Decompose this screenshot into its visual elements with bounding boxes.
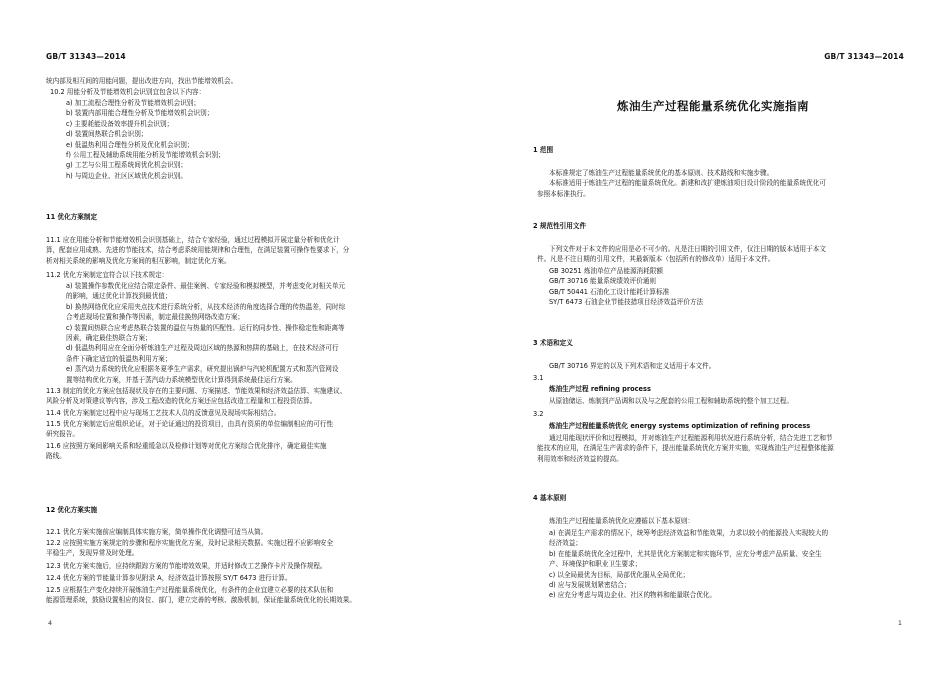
list-item: e) 应充分考虑与周边企业、社区的物料和能量联合优化。: [549, 591, 716, 600]
clause-10-2: 10.2 用能分析及节能增效机会识别宜包含以下内容：: [50, 88, 206, 96]
clause-12-1: 12.1 优化方案实施前应编制具体实施方案，简单操作优化调整可适当从简。: [46, 528, 268, 536]
right-page: [475, 0, 950, 673]
clause-10-2-list: [66, 98, 225, 181]
text-line: 通过用能现状评价和过程模拟，并对炼油生产过程能源利用状况进行系统分析，结合先进工艺和节: [549, 434, 833, 442]
text-line: 参照本标准执行。: [537, 189, 590, 198]
text-line: 本标准规定了炼油生产过程能量系统优化的基本原则、技术路线和实施步骤。: [549, 169, 774, 177]
text-line: 研究报告。: [46, 430, 79, 439]
clause-12-4: 12.4 优化方案的节能量计算参见附录 A，经济效益计算按照 SY/T 6473 进行计算。: [46, 574, 292, 582]
text-line: 12.5 应根据生产变化持续开展炼油生产过程能量系统优化，有条件的企业宜建立必要的技术队伍和: [46, 586, 334, 594]
list-item: d) 低温热利用应在全面分析炼油生产过程及周边区域的热源和热阱的基础上，在技术经济可行: [66, 344, 339, 353]
list-item: b) 装置内部用能合理性分析及节能增效机会识别；: [66, 109, 214, 118]
right-page-header: GB/T 31343—2014: [824, 52, 904, 61]
list-item: 条件下确定适宜的低温热利用方案；: [66, 354, 172, 363]
document-title: 炼油生产过程能量系统优化实施指南: [617, 99, 809, 113]
section-4-heading: 4 基本原则: [533, 494, 567, 502]
text-line: 能源管理系统，鼓励设置相应的岗位、部门，建立完善的考核、激励机制，保证能量系统优化的长期效果。: [46, 596, 356, 605]
section-1-heading: 1 范围: [533, 146, 554, 154]
reference-item: SY/T 6473 石油企业节能技措项目经济效益评价方法: [549, 298, 704, 307]
term-3-1-definition: 从原油储运、炼制到产品调和以及与之配套的公用工程和辅助系统的整个加工过程。: [549, 397, 793, 405]
text-line: 11.5 优化方案制定后应组织论证，对于论证通过的投资项目，由具有资质的单位编制相应的可行性: [46, 420, 334, 428]
text-line: 风险分析及对策建议等内容，涉及工程改造的优化方案还应包括改造工程量和工程投资估算。: [46, 397, 317, 406]
clause-11-2: 11.2 优化方案制定宜符合以下技术规定：: [46, 271, 169, 279]
reference-item: GB 30251 炼油单位产品能源消耗限额: [549, 267, 663, 275]
term-3-1-number: 3.1: [533, 374, 544, 382]
term-3-1: 炼油生产过程 refining process: [549, 385, 651, 393]
term-3-2-number: 3.2: [533, 410, 544, 418]
list-item: c) 装置间热联合应考虑热联合装置的温位与热量的匹配性、运行的同步性、操作稳定性和距离等: [66, 323, 345, 332]
left-page-header: GB/T 31343—2014: [46, 52, 126, 61]
term-3-2: 炼油生产过程能量系统优化 energy systems optimization of refining process: [549, 422, 811, 430]
text-line: 12.2 应按照实施方案规定的步骤和程序实施优化方案，及时记录相关数据。实施过程不应影响安全: [46, 539, 334, 547]
section-11-heading: 11 优化方案制定: [46, 213, 98, 221]
list-item: g) 工艺与公用工程系统间优化机会识别；: [66, 161, 187, 170]
clause-12-3: 12.3 优化方案实施后，应持续跟踪方案的节能增效效果，并适时修改工艺操作卡片及操作规程。: [46, 562, 327, 570]
clause-12-2: [46, 538, 333, 559]
section-3-intro: GB/T 30716 界定的以及下列术语和定义适用于本文件。: [549, 362, 716, 370]
clause-11-4: 11.4 优化方案制定过程中应与现场工艺技术人员的反馈意见及现场实际相结合。: [46, 409, 281, 417]
section-4-intro: 炼油生产过程能量系统优化应遵循以下基本原则：: [549, 517, 695, 525]
section-4-list: [549, 528, 828, 601]
section-1-body: [537, 168, 826, 199]
reference-item: GB/T 50441 石油化工设计能耗计算标准: [549, 287, 670, 296]
clause-11-5: [46, 419, 333, 440]
right-page-number: 1: [897, 619, 902, 627]
text-line: 本标准适用于炼油生产过程的能量系统优化。新建和改扩建炼油项目设计阶段的能量系统优化可: [549, 179, 826, 188]
list-item: e) 低温热利用合理性分析及优化机会识别；: [66, 140, 194, 149]
list-item: 合考虑现场位置和操作等因素，制定最佳换热网络改造方案；: [66, 313, 245, 322]
list-item: 产、环境保护和职业卫生要求；: [549, 560, 642, 569]
list-item: a) 加工流程合理性分析及节能增效机会识别；: [66, 99, 200, 107]
text-line: 平稳生产，发现异常及时处理。: [46, 549, 139, 558]
continuation-line: 统内部及相互间的用能问题，提出改进方向，找出节能增效机会。: [46, 77, 238, 85]
list-item: c) 以全局最优为目标，局部优化服从全局优化；: [549, 570, 690, 579]
clause-11-6: [46, 441, 327, 462]
section-3-heading: 3 术语和定义: [533, 339, 573, 347]
list-item: 置等结构优化方案，并基于蒸汽动力系统模型优化计算得到系统最佳运行方案。: [66, 375, 297, 384]
section-12-heading: 12 优化方案实施: [46, 506, 98, 514]
list-item: 因素，确定最佳热联合方案；: [66, 334, 152, 343]
list-item: 经济效益；: [549, 539, 582, 548]
section-2-heading: 2 规范性引用文件: [533, 222, 587, 230]
list-item: d) 装置间热联合机会识别；: [66, 130, 148, 139]
text-line: 11.1 应在用能分析和节能增效机会识别基础上，结合专家经验，通过过程模拟开展定量分析和优化计: [46, 236, 340, 244]
list-item: e) 蒸汽动力系统的优化应根据冬夏季生产需求，研究提出锅炉与汽轮机配置方式和蒸汽管网设: [66, 365, 339, 374]
list-item: d) 应与发展规划紧密结合；: [549, 581, 631, 590]
normative-references-list: [549, 266, 703, 308]
clause-12-5: [46, 585, 356, 606]
text-line: 11.6 应按照方案间影响关系和轻重缓急以及检修计划等对优化方案综合优化排序，确定最佳实施: [46, 442, 327, 450]
clause-11-1: [46, 235, 349, 266]
text-line: 算，配套应用成熟、先进的节能技术，结合考虑系统用能规律和合理性，在满足装置可操作性要求下，分: [46, 246, 350, 255]
text-line: 下列文件对于本文件的应用是必不可少的。凡是注日期的引用文件，仅注日期的版本适用于本文: [549, 245, 826, 253]
list-item: b) 在能量系统优化全过程中，尤其是优化方案制定和实施环节，应充分考虑产品质量、安全生: [549, 549, 822, 558]
text-line: 能技术的应用，在满足生产需求的条件下，提出能量系统优化方案并实施，实现炼油生产过程整体能源: [537, 444, 834, 453]
list-item: f) 公用工程及辅助系统用能分析及节能增效机会识别；: [66, 151, 225, 160]
text-line: 11.3 制定的优化方案应包括现状及存在的主要问题、方案描述、节能效果和经济效益估算、实施建议、: [46, 387, 347, 395]
text-line: 利用效率和经济效益的提高。: [537, 454, 623, 463]
clause-11-2-list: [66, 281, 345, 385]
term-3-2-definition: [537, 433, 834, 464]
list-item: a) 装置操作参数优化应结合限定条件、最佳案例、专家经验和模拟模型，并考虑变化对相关单元: [66, 282, 346, 290]
list-item: h) 与周边企业、社区区域优化机会识别。: [66, 171, 187, 180]
section-2-body: [537, 244, 826, 265]
list-item: c) 主要耗能设备效率提升机会识别；: [66, 119, 174, 128]
clause-11-3: [46, 386, 346, 407]
text-line: 件。凡是不注日期的引用文件，其最新版本（包括所有的修改单）适用于本文件。: [537, 255, 775, 264]
text-line: 析对相关系统的影响及优化方案间的相互影响，制定优化方案。: [46, 256, 231, 265]
list-item: b) 换热网络优化应采用夹点技术进行系统分析，从技术经济的角度选择合理的传热温差，同时综: [66, 302, 346, 311]
text-line: 路线。: [46, 452, 66, 461]
list-item: a) 在满足生产需求的情况下，统筹考虑经济效益和节能效果，力求以较小的能源投入实现较大的: [549, 529, 829, 537]
list-item: 的影响，通过优化计算找到最优值；: [66, 292, 172, 301]
left-page-number: 4: [48, 619, 53, 627]
reference-item: GB/T 30716 能量系统绩效评价通则: [549, 277, 656, 286]
